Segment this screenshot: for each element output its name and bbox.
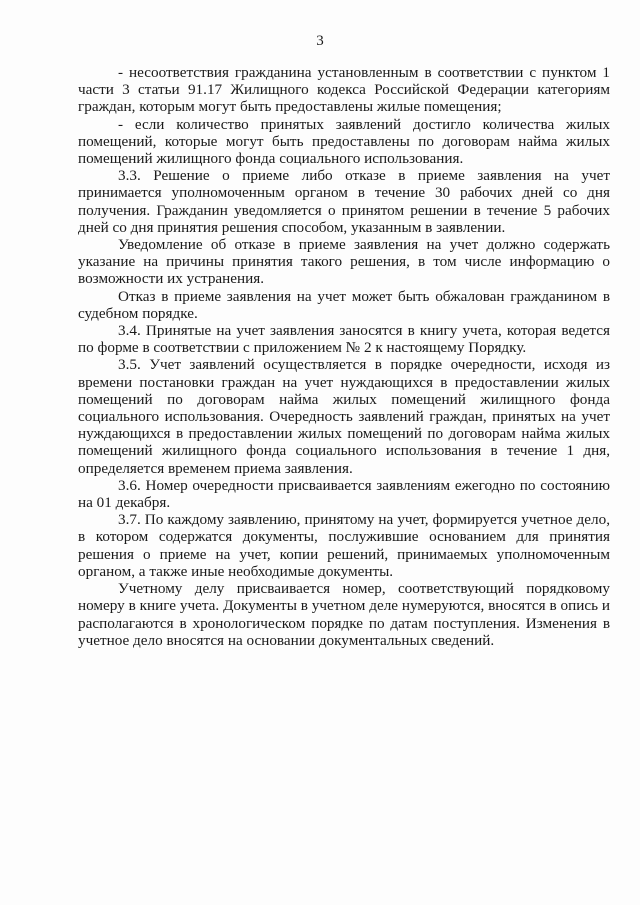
paragraph-housing-limit: - если количество принятых заявлений достигло количества жилых помещений, которые могут быть предоставлены по договорам найма жилых помещений жилищного фонда социального использования. bbox=[78, 115, 610, 168]
document-body bbox=[78, 64, 610, 649]
paragraph-3-3-decision: 3.3. Решение о приеме либо отказе в приеме заявления на учет принимается уполномоченным органом в течение 30 рабочих дней со дня получения. Гражданин уведомляется о принятом решении в течение 5 рабочих дней со дня принятия решения способом, указанным в заявлении. bbox=[78, 167, 610, 236]
paragraph-refusal-appeal: Отказ в приеме заявления на учет может быть обжалован гражданином в судебном порядке. bbox=[78, 287, 610, 322]
paragraph-criteria-mismatch: - несоответствия гражданина установленным в соответствии с пунктом 1 части 3 статьи 91.17 Жилищного кодекса Российской Федерации категориям граждан, которым могут быть предоставлены жилые помещения; bbox=[78, 64, 610, 116]
paragraph-3-4-register-book: 3.4. Принятые на учет заявления заносятся в книгу учета, которая ведется по форме в соответствии с приложением № 2 к настоящему Порядку. bbox=[78, 322, 610, 357]
paragraph-3-6-queue-number: 3.6. Номер очередности присваивается заявлениям ежегодно по состоянию на 01 декабря. bbox=[78, 476, 610, 512]
page-number: 3 bbox=[316, 33, 324, 49]
paragraph-refusal-notice: Уведомление об отказе в приеме заявления на учет должно содержать указание на причины принятия такого решения, в том числе информацию о возможности их устранения. bbox=[78, 236, 610, 288]
paragraph-3-5-queue-order: 3.5. Учет заявлений осуществляется в порядке очередности, исходя из времени постановки граждан на учет нуждающихся в предоставлении жилых помещений по договорам найма жилых помещений жилищного фонда социального использования. Очередность заявлений граждан, принятых на учет нуждающихся в предоставлении жилых помещений по договорам найма жилых помещений жилищного фонда социального использования в течение 1 дня, определяется временем приема заявления. bbox=[78, 356, 610, 477]
paragraph-case-file-numbering: Учетному делу присваивается номер, соответствующий порядковому номеру в книге учета. Документы в учетном деле нумеруются, вносятся в опись и располагаются в хронологическом порядке по датам поступления. Изменения в учетное дело вносятся на основании документальных сведений. bbox=[78, 580, 610, 649]
paragraph-3-7-case-file: 3.7. По каждому заявлению, принятому на учет, формируется учетное дело, в котором содержатся документы, послужившие основанием для принятия решения о приеме на учет, копии решений, принимаемых уполномоченным органом, а также иные необходимые документы. bbox=[78, 511, 610, 580]
